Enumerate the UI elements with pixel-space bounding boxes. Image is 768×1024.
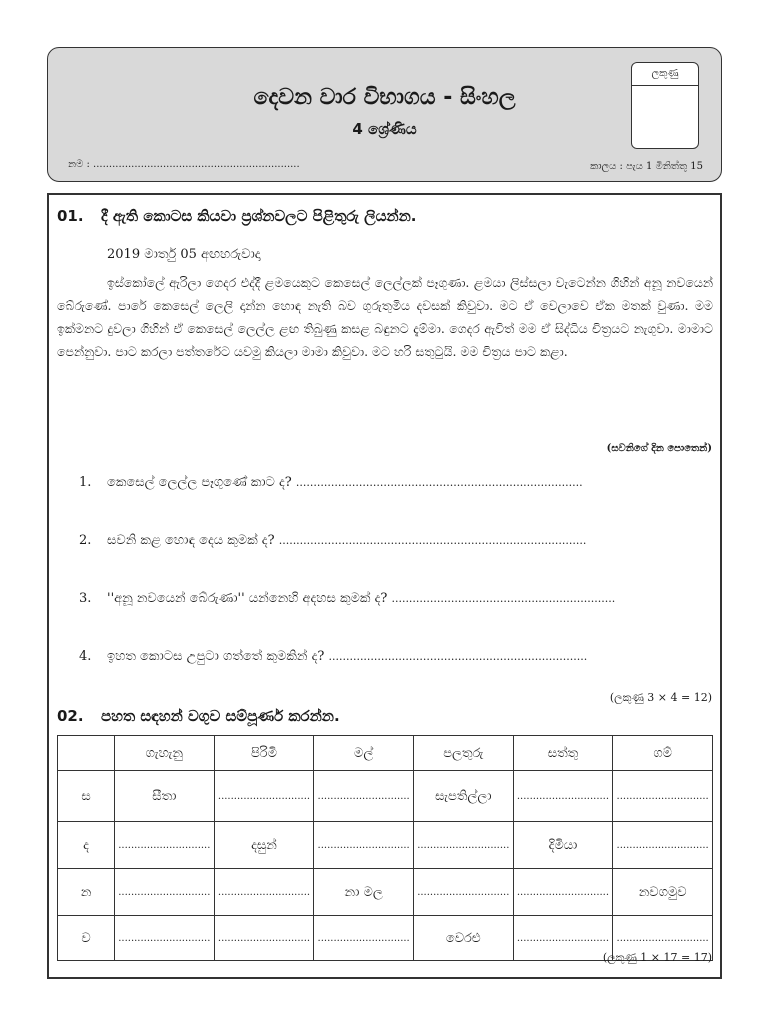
word-table	[57, 735, 713, 961]
question-number: 3.	[79, 591, 92, 606]
marks-box	[631, 62, 699, 149]
question-2-number: 02.	[57, 707, 84, 725]
blank-cell[interactable]: .............................	[314, 822, 414, 869]
time-label: කාලය : පැය 1 මිනිත්තු 15	[590, 161, 703, 172]
blank-cell[interactable]: .............................	[413, 822, 513, 869]
question-1-heading	[57, 207, 416, 225]
passage-date: 2019 මාර්තු 05 අඟහරුවාදා	[107, 247, 261, 262]
question-number: 2.	[79, 533, 92, 548]
exam-title: දෙවන වාර විභාගය - සිංහල	[253, 85, 516, 110]
blank-cell[interactable]: .............................	[115, 869, 215, 916]
table-header-cell: පිරිමි	[214, 736, 314, 771]
reading-passage	[57, 271, 713, 363]
table-row	[58, 822, 713, 869]
exam-header	[47, 47, 722, 182]
table-header-cell: ගැහැනු	[115, 736, 215, 771]
passage-source: (සවනිගේ දින පොතෙන්)	[606, 443, 712, 454]
answer-line[interactable]: ..................................................................................	[295, 476, 583, 489]
question-text: සවනි කළ හොඳ දෙය කුමක් ද?	[107, 533, 275, 548]
blank-cell[interactable]: .............................	[513, 771, 613, 822]
row-letter: ද	[58, 822, 115, 869]
question-item	[79, 649, 587, 664]
answer-line[interactable]: ..........................................................................	[328, 650, 588, 663]
question-number: 4.	[79, 649, 92, 664]
question-1-scoring: (ලකුණු 3 × 4 = 12)	[609, 691, 712, 704]
question-text: ඉහත කොටස උපුටා ගත්තේ කුමකින් ද?	[107, 649, 325, 664]
row-letter: ව	[58, 916, 115, 961]
name-field[interactable]: නම : .................................................................	[68, 159, 300, 170]
row-letter: ස	[58, 771, 115, 822]
table-row	[58, 869, 713, 916]
table-header-cell: සත්තු	[513, 736, 613, 771]
table-header-row	[58, 736, 713, 771]
question-number: 1.	[79, 475, 92, 490]
blank-cell[interactable]: .............................	[613, 822, 713, 869]
question-item	[79, 591, 615, 606]
table-cell: සැපතිල්ලා	[413, 771, 513, 822]
blank-cell[interactable]: .............................	[513, 916, 613, 961]
question-item	[79, 475, 583, 490]
table-header-cell: පලතුරු	[413, 736, 513, 771]
answer-line[interactable]: ................................................................	[391, 592, 616, 605]
table-row	[58, 771, 713, 822]
question-1-number: 01.	[57, 207, 84, 225]
table-header-cell: ගම්	[613, 736, 713, 771]
question-2-scoring: (ලකුණු 1 × 17 = 17)	[602, 951, 712, 964]
blank-cell[interactable]: .............................	[314, 771, 414, 822]
table-cell: වෙරළු	[413, 916, 513, 961]
table-header-cell: මල්	[314, 736, 414, 771]
passage-text: ඉස්කෝලේ ඇරිලා ගෙදර එද්දී ළමයෙකුට කෙසෙල් ලෙල්ලක් පෑගුණා. ළමයා ලිස්සලා වැටෙන්න ගිහින් අනූ නවයෙන් බේරුණේ. පාරේ කෙසෙල් ලෙලි දාන්න හොඳ නැති බව ගුරුතුමිය දවසක් කිවුවා. මට ඒ වෙලාවෙ ඒක මතක් වුණා. මම ඉක්මනට දුවලා ගිහින් ඒ කෙසෙල් ලෙල්ල ළඟ තිබුණු කසළ බඳුනට දැම්මා. ගෙදර ඇවිත් මම ඒ සිද්ධිය චිත්‍රයට නැගුවා. මාමාට පෙන්නුවා. පාට කරලා පත්තරේට යවමු කියලා මාමා කිවුවා. මට හරි සතුටුයි. මම චිත්‍රය පාට කළා.	[57, 275, 713, 359]
blank-cell[interactable]: .............................	[314, 916, 414, 961]
table-cell: සීතා	[115, 771, 215, 822]
table-header-cell	[58, 736, 115, 771]
blank-cell[interactable]: .............................	[413, 869, 513, 916]
blank-cell[interactable]: .............................	[115, 916, 215, 961]
marks-label: ලකුණු	[632, 63, 698, 86]
blank-cell[interactable]: .............................	[613, 916, 713, 961]
question-item	[79, 533, 586, 548]
table-cell: දිමියා	[513, 822, 613, 869]
table-cell: නා මල	[314, 869, 414, 916]
answer-line[interactable]: ........................................................................................	[278, 534, 587, 547]
blank-cell[interactable]: .............................	[115, 822, 215, 869]
row-letter: න	[58, 869, 115, 916]
question-text: ''අනූ නවයෙන් බේරුණා'' යන්නෙහි අදහස කුමක් ද?	[107, 591, 388, 606]
exam-content	[47, 193, 722, 979]
blank-cell[interactable]: .............................	[214, 869, 314, 916]
blank-cell[interactable]: .............................	[214, 771, 314, 822]
blank-cell[interactable]: .............................	[214, 916, 314, 961]
table-cell: නවගමුව	[613, 869, 713, 916]
blank-cell[interactable]: .............................	[513, 869, 613, 916]
question-text: කෙසෙල් ලෙල්ල පෑගුණේ කාට ද?	[107, 475, 292, 490]
grade-label: 4 ශ්‍රේණිය	[352, 120, 417, 138]
question-1-instruction: දී ඇති කොටස කියවා ප්‍රශ්නවලට පිළිතුරු ලියන්න.	[101, 207, 417, 225]
blank-cell[interactable]: .............................	[613, 771, 713, 822]
table-cell: දසුන්	[214, 822, 314, 869]
question-2-instruction: පහත සඳහන් වගුව සම්පූර්ණ කරන්න.	[101, 707, 340, 725]
question-2-heading	[57, 707, 340, 725]
